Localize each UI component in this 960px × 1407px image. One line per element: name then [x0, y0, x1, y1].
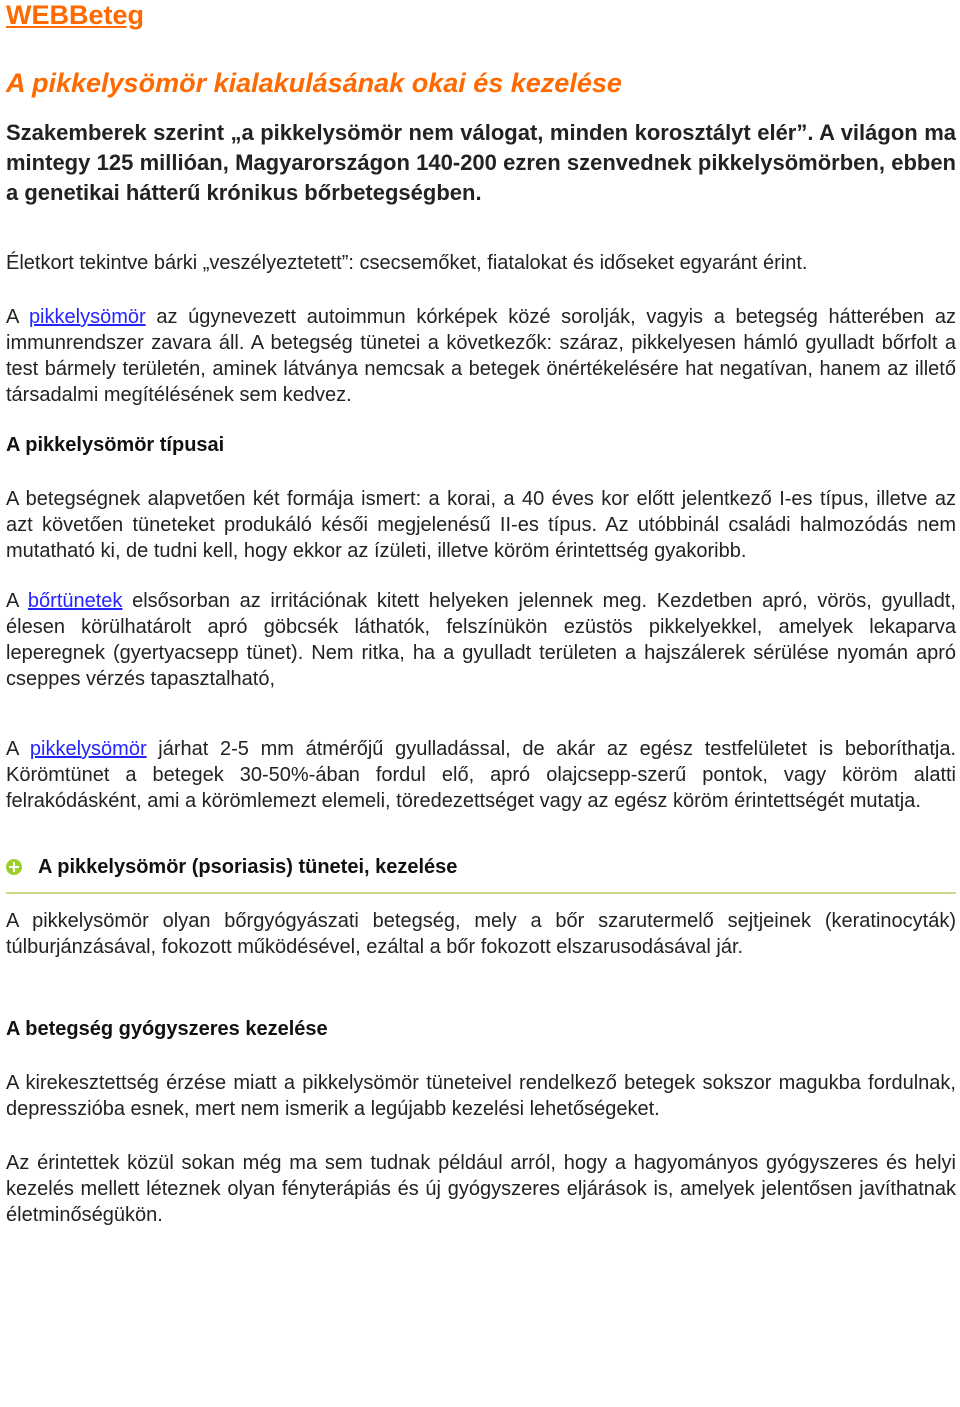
paragraph-definition: A pikkelysömör olyan bőrgyógyászati betegség, mely a bőr szarutermelő sejtjeinek (keratinocyták) túlburjánzásával, fokozott működésével, ezáltal a bőr fokozott elszarusodásával jár.: [6, 910, 956, 958]
bortunetek-link[interactable]: bőrtünetek: [27, 590, 123, 612]
plus-circle-icon: [6, 859, 22, 875]
article-title: A pikkelysömör kialakulásának okai és kezelése: [6, 68, 622, 98]
article-page: [6, 0, 956, 1228]
paragraph-types: A betegségnek alapvetően két formája ismert: a korai, a 40 éves kor előtt jelentkező I-es típus, illetve az azt követően tüneteket produkáló késői megjelenésű II-es típus. Az utóbbinál családi halmozódás nem mutatható ki, de tudni kell, hogy ekkor az ízületi, illetve köröm érintettség gyakoribb.: [6, 488, 956, 562]
types-heading: A pikkelysömör típusai: [6, 434, 225, 456]
treatment-heading: A betegség gyógyszeres kezelése: [6, 1018, 328, 1040]
site-logo-link[interactable]: WEBBeteg: [6, 0, 145, 30]
pikkelysomor-link[interactable]: pikkelysömör: [28, 306, 146, 328]
pikkelysomor-link-2[interactable]: pikkelysömör: [29, 738, 147, 760]
article-lead: Szakemberek szerint „a pikkelysömör nem válogat, minden korosztályt elér”. A világon ma mintegy 125 millióan, Magyarországon 140-200 ezren szenvednek pikkelysömörben, ebben a genetikai hátterű krónikus bőrbetegségben.: [6, 120, 956, 205]
section-header: [6, 854, 956, 894]
section-heading: A pikkelysömör (psoriasis) tünetei, kezelése: [38, 856, 458, 878]
paragraph-symptoms: A bőrtünetek elsősorban az irritációnak kitett helyeken jelennek meg. Kezdetben apró, vörös, gyulladt, élesen körülhatárolt apró göbcsék láthatók, felszínükön ezüstös pikkelyekkel, amelyek lekaparva leperegnek (gyertyacsepp tünet). Nem ritka, ha a gyulladt területen a hajszálerek sérülése nyomán apró cseppes vérzés tapasztalható,: [6, 590, 956, 690]
paragraph-age: Életkort tekintve bárki „veszélyeztetett”: csecsemőket, fiatalokat és időseket egyaránt érint.: [6, 252, 808, 274]
paragraph-therapy: Az érintettek közül sokan még ma sem tudnak például arról, hogy a hagyományos gyógyszeres és helyi kezelés mellett léteznek olyan fényterápiás és új gyógyszeres eljárások is, amelyek jelentősen javíthatnak életminőségükön.: [6, 1152, 956, 1226]
paragraph-exclusion: A kirekesztettség érzése miatt a pikkelysömör tüneteivel rendelkező betegek sokszor magukba fordulnak, depresszióba esnek, mert nem ismerik a legújabb kezelési lehetőségeket.: [6, 1072, 956, 1120]
paragraph-spread: A pikkelysömör járhat 2-5 mm átmérőjű gyulladással, de akár az egész testfelületet is beboríthatja. Körömtünet a betegek 30-50%-ában fordul elő, apró olajcsepp-szerű pontok, vagy köröm alatti felrakódásként, ami a körömlemezt elemeli, töredezettséget vagy az egész köröm érintettségét mutatja.: [6, 738, 957, 812]
paragraph-autoimmune: A pikkelysömör az úgynevezett autoimmun kórképek közé sorolják, vagyis a betegség hátterében az immunrendszer zavara áll. A betegség tünetei a következők: száraz, pikkelyesen hámló gyulladt bőrfolt a test bármely területén, aminek látványa nemcsak a betegek önértékelésére hat negatívan, hanem az illető társadalmi megítélésének sem kedvez.: [6, 306, 956, 406]
